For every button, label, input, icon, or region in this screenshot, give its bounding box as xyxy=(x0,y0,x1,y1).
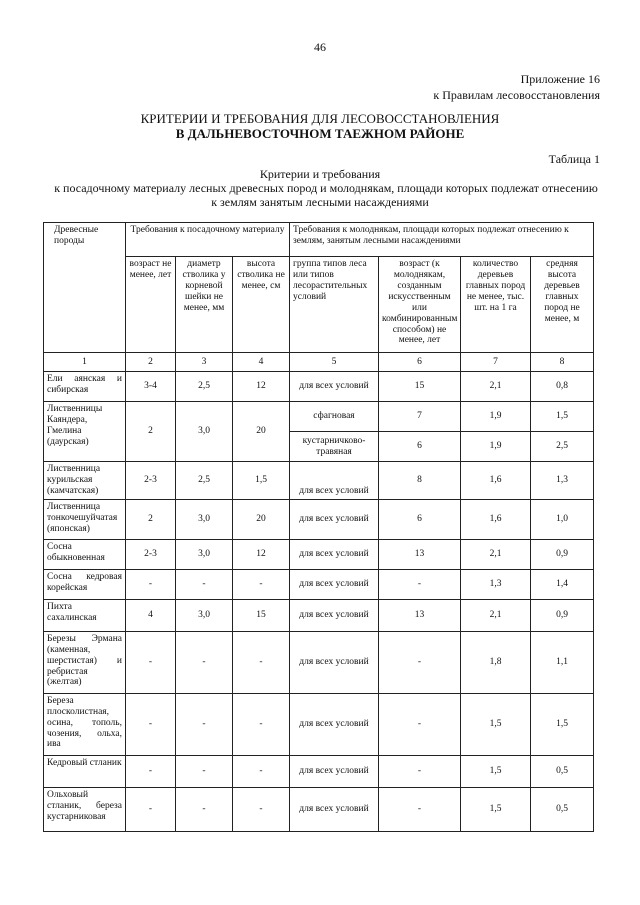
forest-type-cell: для всех условий xyxy=(290,755,379,787)
height-cell: - xyxy=(233,755,290,787)
young-age-cell: - xyxy=(379,631,461,693)
tree-count-cell: 1,6 xyxy=(461,499,531,539)
tree-count-cell: 2,1 xyxy=(461,539,531,569)
column-number: 4 xyxy=(233,353,290,372)
species-cell: Лиственницы Каяндера, Гмелина (даурская) xyxy=(44,402,126,462)
forest-type-cell: для всех условий xyxy=(290,462,379,500)
diameter-cell: 3,0 xyxy=(176,402,233,462)
column-number: 2 xyxy=(126,353,176,372)
column-number: 3 xyxy=(176,353,233,372)
species-cell: Сосна кедровая корейская xyxy=(44,569,126,599)
header-age: возраст не менее, лет xyxy=(126,257,176,353)
diameter-cell: 3,0 xyxy=(176,499,233,539)
age-cell: - xyxy=(126,569,176,599)
table-row xyxy=(44,755,594,787)
young-age-cell: - xyxy=(379,755,461,787)
tree-count-cell: 1,8 xyxy=(461,631,531,693)
column-number: 1 xyxy=(44,353,126,372)
tree-count-cell: 1,3 xyxy=(461,569,531,599)
age-cell: 2-3 xyxy=(126,539,176,569)
table-row xyxy=(44,372,594,402)
column-number: 8 xyxy=(531,353,594,372)
diameter-cell: - xyxy=(176,787,233,831)
tree-count-cell: 2,1 xyxy=(461,372,531,402)
species-cell: Ели аянская и сибирская xyxy=(44,372,126,402)
appendix-reference: к Правилам лесовосстановления xyxy=(433,88,600,102)
tree-count-cell: 1,5 xyxy=(461,693,531,755)
young-age-cell: 7 xyxy=(379,402,461,432)
young-age-cell: 13 xyxy=(379,539,461,569)
species-cell: Кедровый стланик xyxy=(44,755,126,787)
height-cell: 20 xyxy=(233,499,290,539)
page-number: 46 xyxy=(314,40,326,54)
table-row xyxy=(44,569,594,599)
diameter-cell: - xyxy=(176,755,233,787)
age-cell: 2 xyxy=(126,402,176,462)
height-cell: 12 xyxy=(233,539,290,569)
forest-type-cell: для всех условий xyxy=(290,693,379,755)
height-cell: - xyxy=(233,569,290,599)
diameter-cell: - xyxy=(176,631,233,693)
table-row xyxy=(44,599,594,631)
young-age-cell: 6 xyxy=(379,499,461,539)
age-cell: 4 xyxy=(126,599,176,631)
column-number-row xyxy=(44,353,594,372)
table-row xyxy=(44,462,594,500)
column-number: 7 xyxy=(461,353,531,372)
header-planting-material: Требования к посадочному материалу xyxy=(126,223,290,257)
forest-type-cell: для всех условий xyxy=(290,631,379,693)
header-young-age: возраст (к молоднякам, созданным искусственным или комбинированным способом) не менее, лет xyxy=(379,257,461,353)
tree-count-cell: 1,9 xyxy=(461,402,531,432)
column-number: 5 xyxy=(290,353,379,372)
appendix-label: Приложение 16 xyxy=(520,72,600,86)
forest-type-cell: кустарничково-травяная xyxy=(290,432,379,462)
young-age-cell: - xyxy=(379,693,461,755)
tree-count-cell: 2,1 xyxy=(461,599,531,631)
age-cell: 2 xyxy=(126,499,176,539)
table-row xyxy=(44,787,594,831)
avg-height-cell: 0,8 xyxy=(531,372,594,402)
height-cell: 1,5 xyxy=(233,462,290,500)
tree-count-cell: 1,5 xyxy=(461,755,531,787)
tree-count-cell: 1,9 xyxy=(461,432,531,462)
age-cell: 3-4 xyxy=(126,372,176,402)
document-subtitle: В ДАЛЬНЕВОСТОЧНОМ ТАЕЖНОМ РАЙОНЕ xyxy=(175,126,465,141)
avg-height-cell: 1,0 xyxy=(531,499,594,539)
species-cell: Пихта сахалинская xyxy=(44,599,126,631)
young-age-cell: 6 xyxy=(379,432,461,462)
age-cell: 2-3 xyxy=(126,462,176,500)
age-cell: - xyxy=(126,755,176,787)
young-age-cell: - xyxy=(379,569,461,599)
young-age-cell: - xyxy=(379,787,461,831)
table-label: Таблица 1 xyxy=(548,152,600,166)
forest-type-cell: для всех условий xyxy=(290,539,379,569)
height-cell: - xyxy=(233,693,290,755)
avg-height-cell: 1,5 xyxy=(531,693,594,755)
document-title: КРИТЕРИИ И ТРЕБОВАНИЯ ДЛЯ ЛЕСОВОССТАНОВЛЕНИЯ xyxy=(140,111,500,126)
avg-height-cell: 2,5 xyxy=(531,432,594,462)
header-species: Древесные породы xyxy=(44,223,126,353)
height-cell: - xyxy=(233,787,290,831)
header-diameter: диаметр стволика у корневой шейки не менее, мм xyxy=(176,257,233,353)
avg-height-cell: 0,5 xyxy=(531,787,594,831)
diameter-cell: 2,5 xyxy=(176,462,233,500)
diameter-cell: - xyxy=(176,693,233,755)
table-caption-line1: Критерии и требования xyxy=(259,167,381,181)
forest-type-cell: для всех условий xyxy=(290,372,379,402)
species-cell: Лиственница тонкочешуйчатая (японская) xyxy=(44,499,126,539)
young-age-cell: 15 xyxy=(379,372,461,402)
table-row xyxy=(44,402,594,432)
species-cell: Ольховый стланик, береза кустарниковая xyxy=(44,787,126,831)
height-cell: 20 xyxy=(233,402,290,462)
height-cell: 15 xyxy=(233,599,290,631)
age-cell: - xyxy=(126,693,176,755)
table-row xyxy=(44,499,594,539)
table-row xyxy=(44,693,594,755)
height-cell: - xyxy=(233,631,290,693)
header-avg-height: средняя высота деревьев главных пород не менее, м xyxy=(531,257,594,353)
forest-type-cell: для всех условий xyxy=(290,599,379,631)
avg-height-cell: 1,1 xyxy=(531,631,594,693)
avg-height-cell: 0,9 xyxy=(531,539,594,569)
table-caption-line2: к посадочному материалу лесных древесных пород и молоднякам, площади которых подлежат отнесению xyxy=(54,181,598,195)
species-cell: Береза плосколистная, осина, тополь, чозения, ольха, ива xyxy=(44,693,126,755)
table-row xyxy=(44,631,594,693)
forest-type-cell: для всех условий xyxy=(290,569,379,599)
diameter-cell: 2,5 xyxy=(176,372,233,402)
age-cell: - xyxy=(126,631,176,693)
table-caption-line3: к землям занятым лесными насаждениями xyxy=(211,195,429,209)
forest-type-cell: для всех условий xyxy=(290,787,379,831)
species-cell: Лиственница курильская (камчатская) xyxy=(44,462,126,500)
avg-height-cell: 1,3 xyxy=(531,462,594,500)
forest-type-cell: для всех условий xyxy=(290,499,379,539)
header-height: высота стволика не менее, см xyxy=(233,257,290,353)
avg-height-cell: 1,4 xyxy=(531,569,594,599)
avg-height-cell: 1,5 xyxy=(531,402,594,432)
criteria-table xyxy=(43,222,594,832)
tree-count-cell: 1,6 xyxy=(461,462,531,500)
column-number: 6 xyxy=(379,353,461,372)
header-forest-type: группа типов леса или типов лесорастительных условий xyxy=(290,257,379,353)
avg-height-cell: 0,9 xyxy=(531,599,594,631)
header-young-stands: Требования к молоднякам, площади которых подлежат отнесению к землям, занятым лесными насаждениями xyxy=(290,223,594,257)
age-cell: - xyxy=(126,787,176,831)
height-cell: 12 xyxy=(233,372,290,402)
table-row xyxy=(44,539,594,569)
avg-height-cell: 0,5 xyxy=(531,755,594,787)
young-age-cell: 8 xyxy=(379,462,461,500)
forest-type-cell: сфагновая xyxy=(290,402,379,432)
species-cell: Березы Эрмана (каменная, шерстистая) и ребристая (желтая) xyxy=(44,631,126,693)
header-tree-count: количество деревьев главных пород не менее, тыс. шт. на 1 га xyxy=(461,257,531,353)
tree-count-cell: 1,5 xyxy=(461,787,531,831)
young-age-cell: 13 xyxy=(379,599,461,631)
diameter-cell: 3,0 xyxy=(176,539,233,569)
diameter-cell: 3,0 xyxy=(176,599,233,631)
species-cell: Сосна обыкновенная xyxy=(44,539,126,569)
diameter-cell: - xyxy=(176,569,233,599)
